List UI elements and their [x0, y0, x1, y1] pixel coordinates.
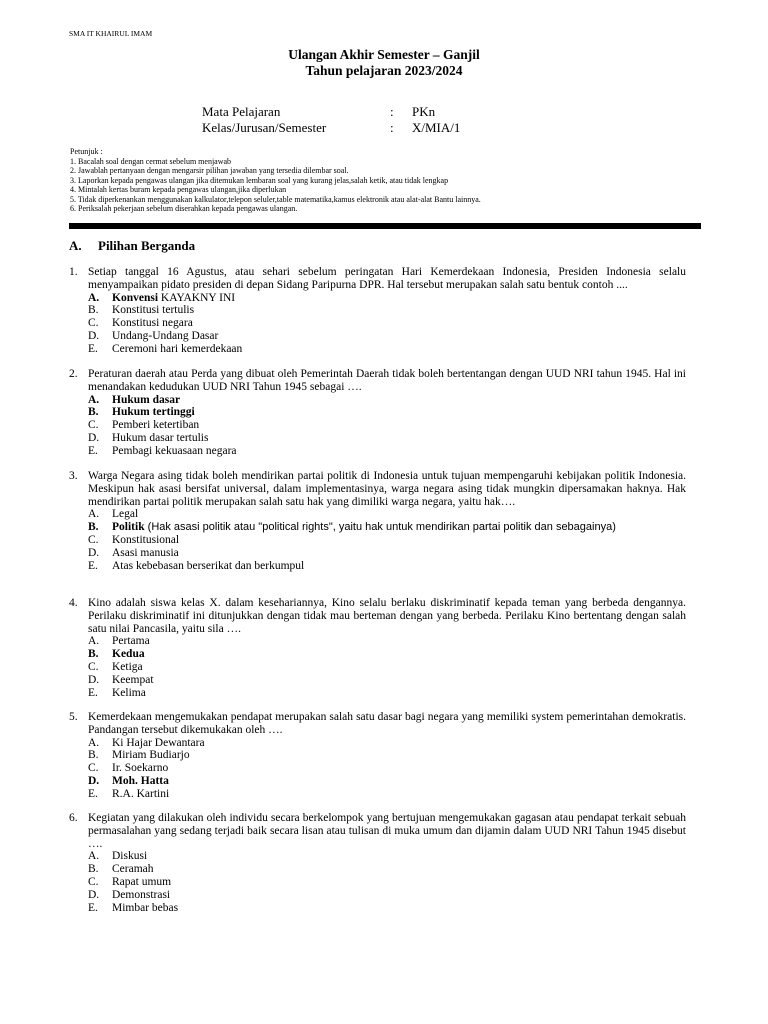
option-text: Pemberi ketertiban [112, 419, 200, 432]
option-text: Ki Hajar Dewantara [112, 736, 205, 749]
instructions-heading: Petunjuk : [70, 147, 103, 156]
option-text: Ceramah [112, 863, 154, 876]
question-stem: Kemerdekaan mengemukakan pendapat merupakan salah satu dasar bagi negara yang memiliki system pemerintahan demokratis. Pandangan tersebut dikemukakan oleh …. [88, 711, 686, 736]
option-letter: B. [88, 521, 99, 534]
option-text: Undang-Undang Dasar [112, 329, 219, 342]
option-text: Legal [112, 508, 139, 521]
option-list [88, 394, 686, 458]
option-letter: E. [88, 342, 98, 355]
meta-colon: : [390, 120, 394, 135]
meta-colon: : [390, 104, 394, 119]
option-letter: D. [88, 546, 100, 559]
option-c[interactable] [88, 876, 686, 889]
option-letter: A. [88, 508, 100, 521]
exam-title: Ulangan Akhir Semester – Ganjil [288, 47, 480, 62]
option-d[interactable] [88, 775, 686, 788]
divider-rule [69, 223, 701, 229]
option-text: Diskusi [112, 850, 148, 863]
option-list [88, 850, 686, 914]
section-heading [69, 238, 195, 254]
option-b[interactable] [88, 648, 686, 661]
option-text: Asasi manusia [112, 546, 179, 559]
meta-value: X/MIA/1 [412, 120, 461, 135]
section-title: Pilihan Berganda [98, 238, 196, 253]
question-number: 4. [69, 597, 78, 609]
option-d[interactable] [88, 330, 686, 343]
option-d[interactable] [88, 547, 686, 560]
question-3 [69, 470, 686, 572]
option-a[interactable] [88, 635, 686, 648]
question-4 [69, 597, 686, 699]
option-b[interactable] [88, 521, 686, 534]
option-letter: C. [88, 533, 99, 546]
option-b[interactable] [88, 863, 686, 876]
meta-label: Kelas/Jurusan/Semester [202, 120, 327, 135]
option-text: Ketiga [112, 660, 143, 673]
option-text: Keempat [112, 673, 154, 686]
option-text [112, 521, 616, 534]
option-text [112, 292, 235, 305]
option-letter: C. [88, 875, 99, 888]
option-text: Hukum dasar [112, 393, 181, 406]
option-text: Demonstrasi [112, 888, 171, 901]
option-letter: E. [88, 444, 98, 457]
option-list [88, 508, 686, 572]
question-stem: Setiap tanggal 16 Agustus, atau sehari sebelum peringatan Hari Kemerdekaan Indonesia, Presiden Indonesia selalu menyampaikan pidato presiden di depan Sidang Paripurna DPR. Hal tersebut merupakan salah satu bentuk contoh .... [88, 266, 686, 291]
option-d[interactable] [88, 674, 686, 687]
option-text: Konstitusi tertulis [112, 304, 195, 317]
option-list [88, 292, 686, 356]
option-a[interactable] [88, 394, 686, 407]
option-d[interactable] [88, 889, 686, 902]
option-a[interactable] [88, 292, 686, 305]
question-number: 6. [69, 812, 78, 824]
option-letter: A. [88, 850, 100, 863]
option-letter: A. [88, 736, 100, 749]
option-annotation: KAYAKNY INI [158, 291, 236, 304]
option-letter: B. [88, 304, 99, 317]
school-name: SMA IT KHAIRUL IMAM [69, 29, 153, 38]
option-text: Ir. Soekarno [112, 762, 169, 775]
option-c[interactable] [88, 661, 686, 674]
option-b[interactable] [88, 749, 686, 762]
option-e[interactable] [88, 343, 686, 356]
question-5 [69, 711, 686, 801]
option-text: R.A. Kartini [112, 787, 170, 800]
question-6 [69, 812, 686, 914]
option-letter: C. [88, 419, 99, 432]
option-text-main: Konvensi [112, 291, 159, 304]
option-letter: D. [88, 431, 100, 444]
option-letter: A. [88, 291, 100, 304]
question-stem: Kino adalah siswa kelas X. dalam kesehariannya, Kino selalu berlaku diskriminatif kepada teman yang berbeda dengannya. Perilaku diskriminatif ini ditunjukkan dengan tidak mau berteman dengan yang berbeda. Perilaku Kino bertentang dengan salah satu nilai Pancasila, yaitu sila …. [88, 597, 686, 635]
option-letter: E. [88, 901, 98, 914]
option-b[interactable] [88, 304, 686, 317]
exam-subtitle: Tahun pelajaran 2023/2024 [305, 63, 463, 78]
option-letter: D. [88, 774, 100, 787]
option-c[interactable] [88, 534, 686, 547]
option-letter: B. [88, 406, 99, 419]
instruction-item: 3. Laporkan kepada pengawas ulangan jika ditemukan lembaran soal yang kurang jelas,salah ketik, atau tidak lengkap [70, 175, 449, 185]
option-b[interactable] [88, 406, 686, 419]
question-2 [69, 368, 686, 458]
option-letter: A. [88, 393, 100, 406]
option-text: Moh. Hatta [112, 774, 169, 787]
option-e[interactable] [88, 788, 686, 801]
question-stem: Peraturan daerah atau Perda yang dibuat oleh Pemerintah Daerah tidak boleh bertentangan dengan UUD NRI tahun 1945. Hal ini menandakan kedudukan UUD NRI Tahun 1945 sebagai …. [88, 368, 686, 393]
option-a[interactable] [88, 737, 686, 750]
option-letter: C. [88, 762, 99, 775]
option-e[interactable] [88, 445, 686, 458]
option-annotation: (Hak asasi politik atau "political rights", yaitu hak untuk mendirikan partai politik dan sebagainya) [144, 521, 616, 534]
option-text: Pembagi kekuasaan negara [112, 444, 237, 457]
option-text: Kedua [112, 648, 145, 661]
option-c[interactable] [88, 317, 686, 330]
option-text: Hukum dasar tertulis [112, 431, 209, 444]
option-text: Hukum tertinggi [112, 406, 195, 419]
meta-value: PKn [412, 104, 436, 119]
option-d[interactable] [88, 432, 686, 445]
question-number: 5. [69, 711, 78, 723]
instructions [70, 147, 481, 214]
question-number: 3. [69, 470, 78, 482]
option-letter: E. [88, 559, 98, 572]
option-list [88, 635, 686, 699]
option-letter: B. [88, 749, 99, 762]
instruction-item: 1. Bacalah soal dengan cermat sebelum menjawab [70, 156, 232, 166]
option-text: Konstitusi negara [112, 317, 193, 330]
option-e[interactable] [88, 687, 686, 700]
option-letter: E. [88, 686, 98, 699]
option-letter: B. [88, 648, 99, 661]
option-letter: E. [88, 787, 98, 800]
option-a[interactable] [88, 850, 686, 863]
option-list [88, 737, 686, 801]
option-text: Atas kebebasan berserikat dan berkumpul [112, 559, 305, 572]
question-stem: Kegiatan yang dilakukan oleh individu secara berkelompok yang bertujuan mengemukakan gagasan atau pendapat terkait sebuah permasalahan yang sedang terjadi baik secara lisan atau tulisan di muka umum dan dijamin dalam UUD NRI Tahun 1945 disebut …. [88, 812, 686, 850]
option-e[interactable] [88, 560, 686, 573]
instruction-item: 2. Jawablah pertanyaan dengan mengarsir pilihan jawaban yang tersedia dilembar soal. [70, 166, 349, 175]
option-text: Mimbar bebas [112, 901, 179, 914]
option-a[interactable] [88, 508, 686, 521]
option-c[interactable] [88, 762, 686, 775]
section-letter: A. [69, 238, 82, 253]
option-e[interactable] [88, 902, 686, 915]
option-letter: D. [88, 888, 100, 901]
question-number: 2. [69, 368, 78, 380]
question-stem: Warga Negara asing tidak boleh mendirikan partai politik di Indonesia untuk tujuan mempengaruhi kebijakan politik Indonesia. Meskipun hak asasi bersifat universal, dalam implementasinya, warga negara asing tidak mungkin dipersamakan haknya. Hak mendirikan partai politik merupakan salah satu hak yang dimiliki warga negara, yaitu hak…. [88, 470, 686, 508]
meta-label: Mata Pelajaran [202, 104, 281, 119]
option-c[interactable] [88, 419, 686, 432]
option-text-main: Politik [112, 521, 145, 534]
option-text: Miriam Budiarjo [112, 749, 190, 762]
option-text: Kelima [112, 686, 146, 699]
option-letter: C. [88, 317, 99, 330]
option-letter: C. [88, 660, 99, 673]
option-letter: D. [88, 673, 100, 686]
option-letter: B. [88, 863, 99, 876]
question-number: 1. [69, 266, 78, 278]
instruction-item: 4. Mintalah kertas buram kepada pengawas ulangan,jika diperlukan [70, 185, 287, 194]
option-letter: D. [88, 329, 100, 342]
option-letter: A. [88, 635, 100, 648]
option-text: Konstitusional [112, 533, 180, 546]
instruction-item: 6. Periksalah pekerjaan sebelum diserahkan kepada pengawas ulangan. [70, 204, 298, 213]
instruction-item: 5. Tidak diperkenankan menggunakan kalkulator,telepon seluler,table matematika,kamus elektronik atau alat-alat Bantu lainnya. [70, 194, 481, 204]
option-text: Rapat umum [112, 875, 172, 888]
option-text: Pertama [112, 635, 150, 648]
option-text: Ceremoni hari kemerdekaan [112, 342, 243, 355]
question-1 [69, 266, 686, 356]
